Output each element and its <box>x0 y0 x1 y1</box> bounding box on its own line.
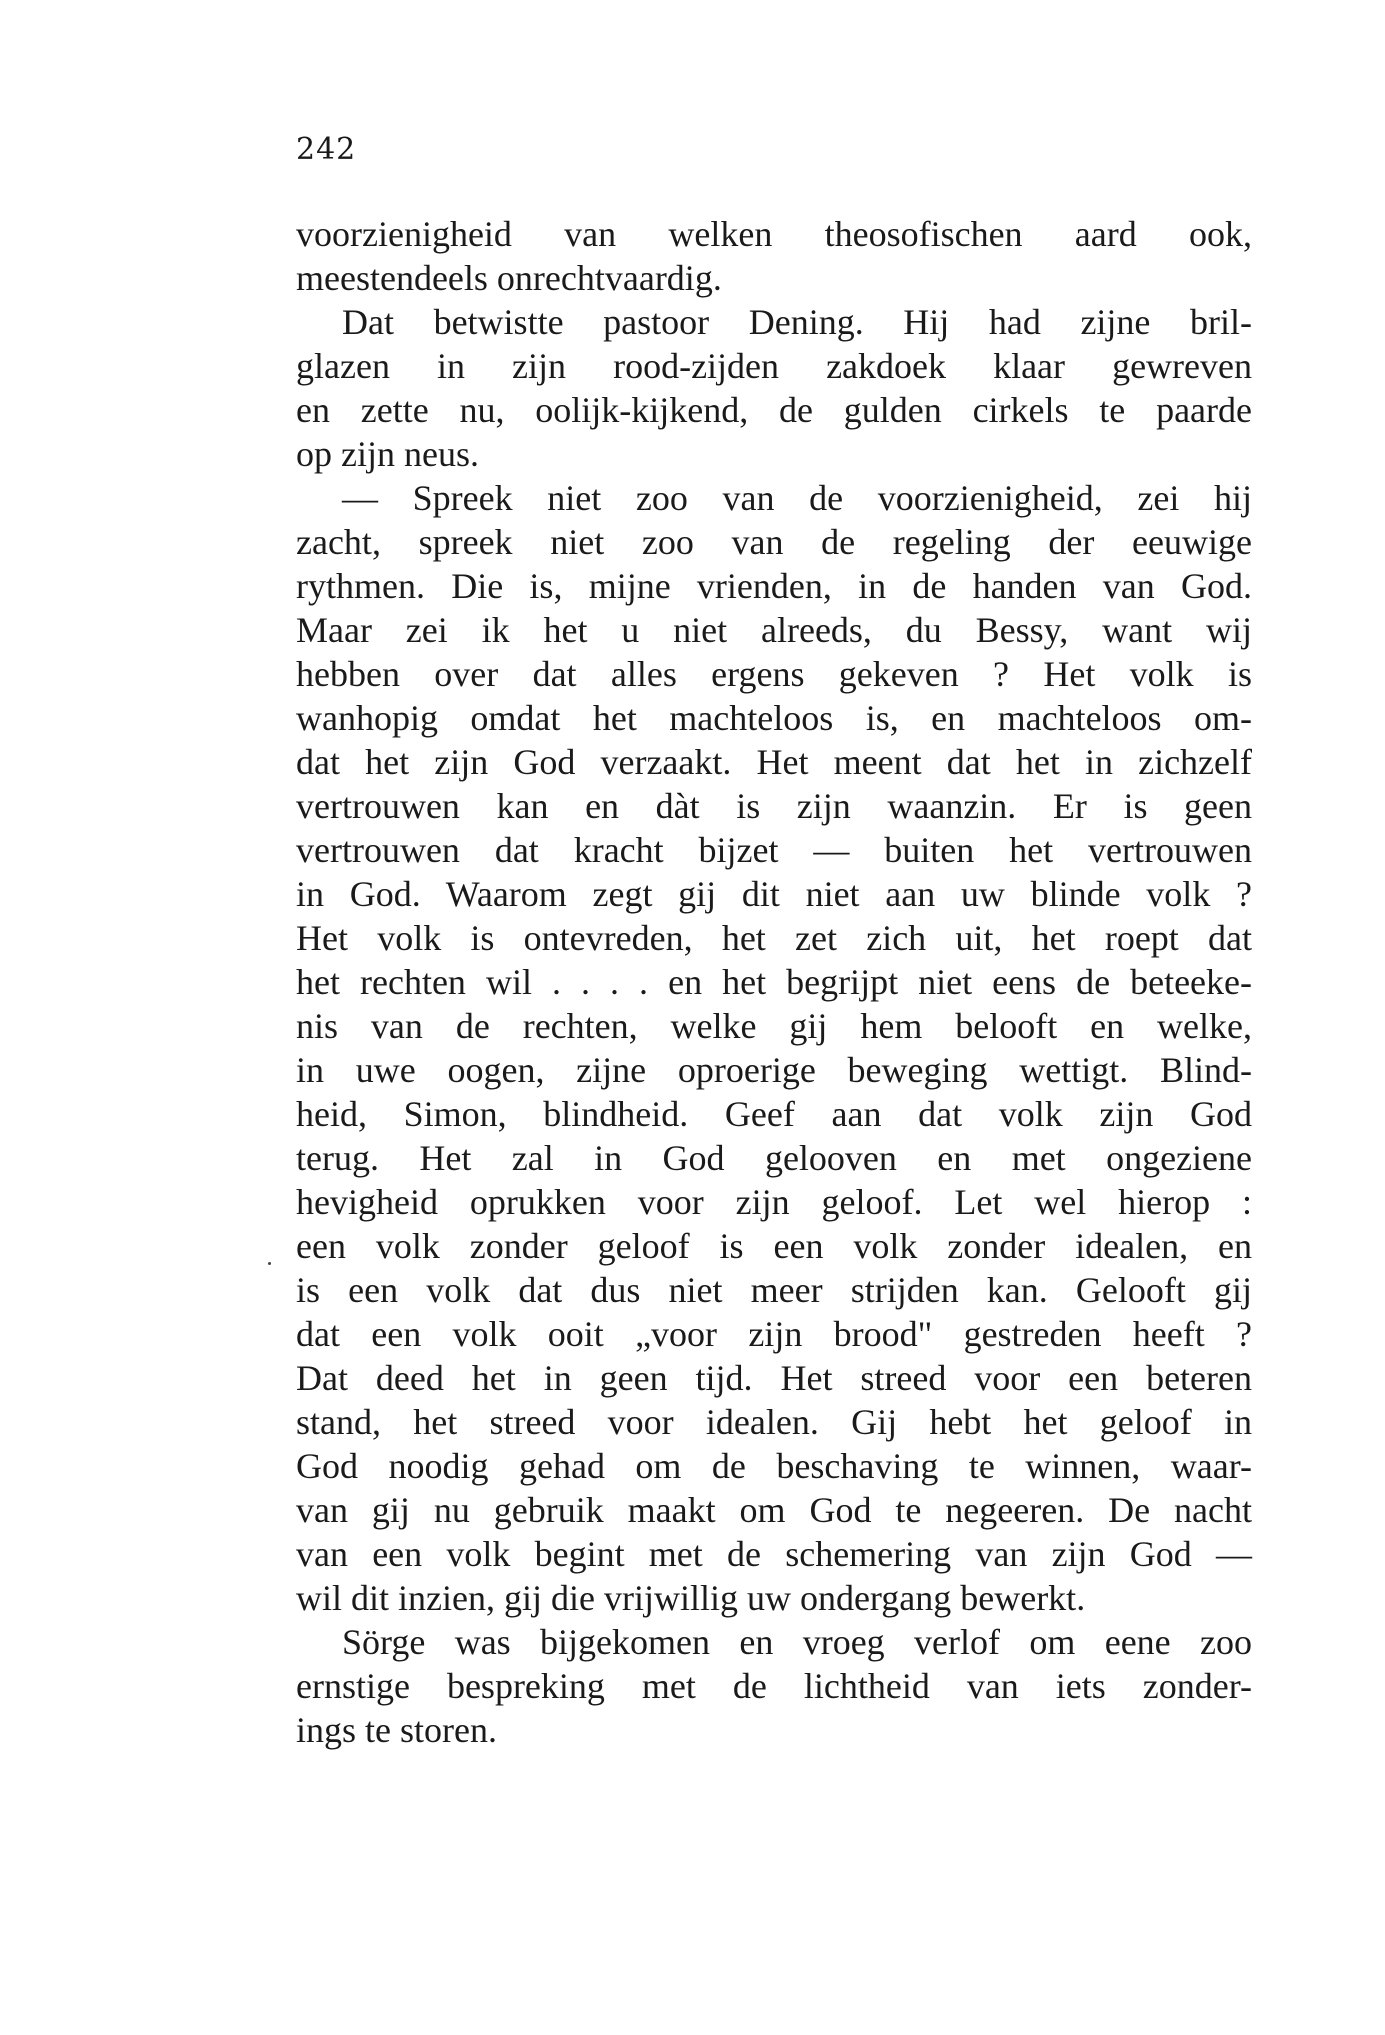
paragraph <box>296 212 1252 300</box>
text-line: dat een volk ooit „voor zijn brood" gestreden heeft ? <box>296 1314 1252 1354</box>
text-line: op zijn neus. <box>296 434 479 474</box>
text-line: vertrouwen kan en dàt is zijn waanzin. Er is geen <box>296 786 1252 826</box>
text-line: van gij nu gebruik maakt om God te negeeren. De nacht <box>296 1490 1252 1530</box>
text-line: het rechten wil . . . . en het begrijpt niet eens de beteeke- <box>296 962 1252 1002</box>
text-line: wil dit inzien, gij die vrijwillig uw ondergang bewerkt. <box>296 1578 1086 1618</box>
ink-speck <box>268 1262 271 1265</box>
text-line: en zette nu, oolijk-kijkend, de gulden cirkels te paarde <box>296 390 1252 430</box>
text-line: Het volk is ontevreden, het zet zich uit, het roept dat <box>296 918 1252 958</box>
text-line: stand, het streed voor idealen. Gij hebt het geloof in <box>296 1402 1252 1442</box>
body-text <box>296 212 1252 1752</box>
text-line: in uwe oogen, zijne oproerige beweging wettigt. Blind- <box>296 1050 1252 1090</box>
text-line: wanhopig omdat het machteloos is, en machteloos om- <box>296 698 1252 738</box>
text-line: glazen in zijn rood-zijden zakdoek klaar gewreven <box>296 346 1252 386</box>
text-line: nis van de rechten, welke gij hem belooft en welke, <box>296 1006 1252 1046</box>
text-line: heid, Simon, blindheid. Geef aan dat volk zijn God <box>296 1094 1252 1134</box>
text-line: een volk zonder geloof is een volk zonder idealen, en <box>296 1226 1252 1266</box>
text-line: vertrouwen dat kracht bijzet — buiten het vertrouwen <box>296 830 1252 870</box>
text-line: Dat betwistte pastoor Dening. Hij had zijne bril- <box>342 302 1252 342</box>
text-line: hevigheid oprukken voor zijn geloof. Let wel hierop : <box>296 1182 1252 1222</box>
text-line: God noodig gehad om de beschaving te winnen, waar- <box>296 1446 1252 1486</box>
text-line: voorzienigheid van welken theosofischen aard ook, <box>296 214 1252 254</box>
page-number: 242 <box>296 132 357 167</box>
text-line: hebben over dat alles ergens gekeven ? Het volk is <box>296 654 1252 694</box>
text-line: meestendeels onrechtvaardig. <box>296 258 722 298</box>
paragraph <box>296 1620 1252 1752</box>
text-line: Dat deed het in geen tijd. Het streed voor een beteren <box>296 1358 1252 1398</box>
paragraph <box>296 476 1252 1620</box>
text-line: zacht, spreek niet zoo van de regeling der eeuwige <box>296 522 1252 562</box>
text-line: Sörge was bijgekomen en vroeg verlof om eene zoo <box>342 1622 1252 1662</box>
text-line: in God. Waarom zegt gij dit niet aan uw blinde volk ? <box>296 874 1252 914</box>
paragraph <box>296 300 1252 476</box>
text-line: rythmen. Die is, mijne vrienden, in de handen van God. <box>296 566 1252 606</box>
text-line: — Spreek niet zoo van de voorzienigheid, zei hij <box>342 478 1252 518</box>
text-line: ings te storen. <box>296 1710 497 1750</box>
text-line: is een volk dat dus niet meer strijden kan. Gelooft gij <box>296 1270 1252 1310</box>
text-line: Maar zei ik het u niet alreeds, du Bessy, want wij <box>296 610 1252 650</box>
text-line: ernstige bespreking met de lichtheid van iets zonder- <box>296 1666 1252 1706</box>
text-line: terug. Het zal in God gelooven en met ongeziene <box>296 1138 1252 1178</box>
text-line: van een volk begint met de schemering van zijn God — <box>296 1534 1252 1574</box>
text-line: dat het zijn God verzaakt. Het meent dat het in zichzelf <box>296 742 1252 782</box>
